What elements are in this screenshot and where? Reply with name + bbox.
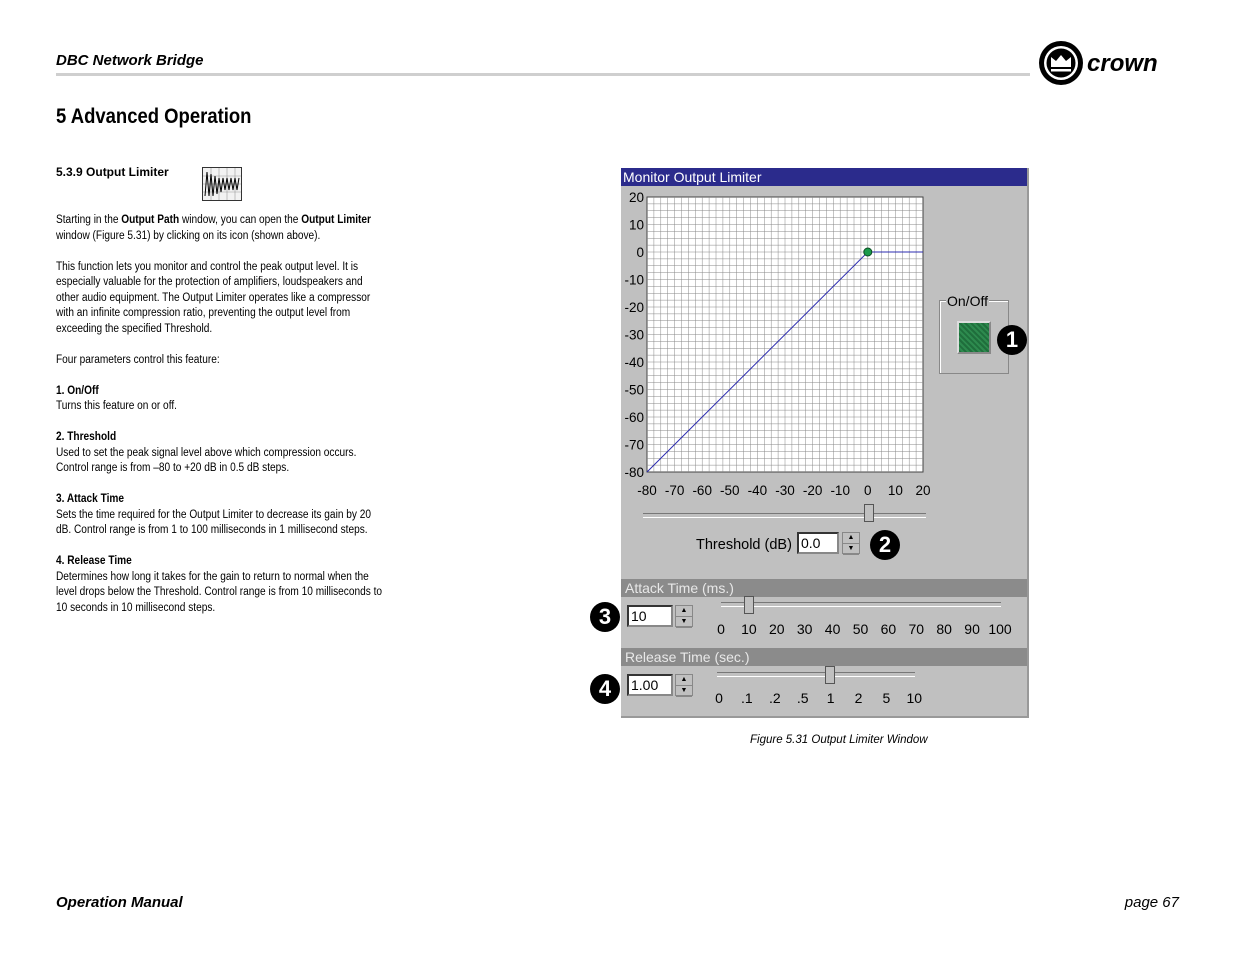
parameter-description: Sets the time required for the Output Limiter to decrease its gain by 20 dB. Control range is from 1 to 100 milliseconds in 1 millisecond steps. [56,508,372,536]
y-tick-label: 10 [628,217,644,233]
attack-section-header: Attack Time (ms.) [621,579,1027,597]
intro-run: Output Path [121,214,180,226]
parameter-heading: 2. Threshold [56,431,117,443]
release-tick-label: .1 [741,690,753,706]
attack-tick-label: 90 [964,621,980,637]
y-tick-label: 20 [628,190,644,205]
parameter-heading: 3. Attack Time [56,493,125,505]
attack-tick-label: 60 [880,621,897,637]
chapter-title: 5 Advanced Operation [56,105,252,128]
x-tick-label: -10 [830,483,850,498]
header-rule [56,73,1030,76]
page-number: page 67 [1124,894,1179,911]
x-tick-label: -30 [775,483,795,498]
window-title: Monitor Output Limiter [621,168,1027,186]
attack-tick-label: 80 [936,621,952,637]
output-limiter-window [621,168,1029,718]
release-tick-label: .2 [768,690,781,706]
threshold-spinner[interactable]: ▲ ▼ [842,532,860,554]
intro-paragraph [56,213,386,244]
crown-logo [1037,40,1182,95]
release-section-header: Release Time (sec.) [621,648,1027,666]
attack-tick-label: 10 [741,621,757,637]
y-tick-label: -80 [624,465,644,480]
x-tick-label: -60 [692,483,712,498]
x-tick-label: 10 [887,483,903,498]
y-tick-label: -20 [624,300,644,315]
callout-2: 2 [870,530,900,560]
parameter-heading: 4. Release Time [56,555,132,567]
x-tick-label: 20 [915,483,931,498]
parameter-description: Determines how long it takes for the gain to return to normal when the level drops below the Threshold. Control range is from 10 milliseconds to 10 seconds in 10 millisecond steps. [56,570,383,614]
attack-value-field[interactable]: 10 [627,605,673,627]
release-spinner[interactable]: ▲ ▼ [675,674,693,696]
callout-1: 1 [997,325,1027,355]
y-tick-label: -50 [624,382,644,398]
attack-tick-label: 30 [796,621,813,637]
limiter-transfer-graph [621,186,933,502]
callout-3: 3 [590,602,620,632]
svg-text:crown: crown [1087,50,1158,77]
attack-tick-label: 0 [717,621,725,637]
x-tick-label: -80 [637,483,657,498]
attack-tick-label: 40 [824,621,841,637]
y-tick-label: -40 [624,355,644,370]
release-value-field[interactable]: 1.00 [627,674,673,696]
section-title: 5.3.9 Output Limiter [56,165,169,179]
x-tick-label: -50 [720,483,740,498]
threshold-knee-marker [864,248,872,256]
y-tick-label: -60 [624,410,644,425]
intro-run: Starting in the [56,214,122,226]
footer-manual-title: Operation Manual [56,894,183,911]
threshold-slider-thumb[interactable] [864,504,874,522]
y-tick-label: 0 [636,245,644,260]
threshold-slider-track[interactable] [643,513,926,518]
output-limiter-icon [202,167,242,201]
release-slider-track[interactable] [717,672,915,677]
parameter-heading: 1. On/Off [56,384,99,397]
threshold-value-field[interactable]: 0.0 [797,532,839,554]
parameters-intro: Four parameters control this feature: [56,353,220,366]
attack-slider-thumb[interactable] [744,596,754,614]
parameter-description: Used to set the peak signal level above which compression occurs. Control range is from –80 to +20 dB in 0.5 dB steps. [56,446,357,474]
attack-tick-label: 20 [769,621,785,637]
attack-tick-label: 70 [908,621,925,637]
intro-run: Output Limiter [301,214,371,226]
y-tick-label: -30 [624,327,644,343]
release-tick-label: 5 [882,690,891,706]
x-tick-label: -40 [747,483,768,498]
y-tick-label: -70 [624,437,644,453]
attack-tick-label: 100 [988,621,1012,637]
intro-run: window (Figure 5.31) by clicking on its icon (shown above). [56,229,321,242]
release-tick-label: .5 [796,690,809,706]
y-tick-label: -10 [624,272,644,288]
release-tick-label: 1 [826,690,835,706]
release-tick-label: 10 [906,690,923,706]
threshold-label: Threshold (dB) [696,537,792,553]
intro-run: window, you can open the [179,214,302,226]
release-slider-thumb[interactable] [825,666,835,684]
onoff-button[interactable] [957,321,991,354]
release-tick-label: 2 [854,690,863,706]
release-tick-label: 0 [715,690,723,706]
parameter-list [56,384,386,617]
callout-4: 4 [590,674,620,704]
attack-tick-label: 50 [852,621,869,637]
x-tick-label: 0 [864,483,872,498]
attack-slider-track[interactable] [721,602,1001,607]
attack-spinner[interactable]: ▲ ▼ [675,605,693,627]
x-tick-label: -70 [664,483,685,498]
parameter-description: Turns this feature on or off. [56,400,177,412]
description-paragraph: This function lets you monitor and control the peak output level. It is especially valuable for the protection of amplifiers, loudspeakers and other audio equipment. The Output Limiter operates like a compressor with an infinite compression ratio, preventing the output level from exceeding the specified Threshold. [56,260,371,335]
onoff-label: On/Off [947,293,988,309]
figure-caption: Figure 5.31 Output Limiter Window [750,734,928,746]
body-text [56,213,386,632]
document-header-title: DBC Network Bridge [56,52,204,69]
x-tick-label: -20 [802,483,823,498]
